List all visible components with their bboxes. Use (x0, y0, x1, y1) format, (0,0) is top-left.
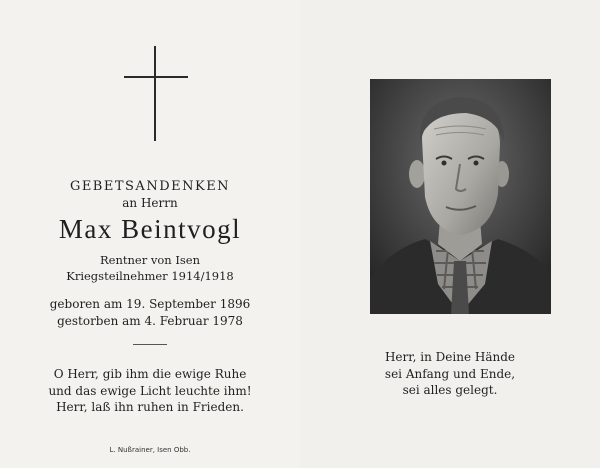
verse-line: sei alles gelegt. (402, 383, 498, 397)
cross-icon (154, 46, 156, 141)
death-date: gestorben am 4. Februar 1978 (57, 314, 243, 328)
verse-line: sei Anfang und Ende, (384, 366, 516, 381)
birth-date: geboren am 19. September 1896 (49, 297, 251, 311)
title-line-1: Rentner von Isen (100, 253, 200, 267)
prayer (0, 366, 300, 416)
portrait-photo (370, 79, 551, 314)
subheading: an Herrn (122, 196, 178, 210)
printer-credit: L. Nußrainer, Isen Obb. (109, 446, 191, 454)
divider (133, 344, 167, 345)
title-line-2: Kriegsteilnehmer 1914/1918 (66, 269, 234, 283)
heading: GEBETSANDENKEN (69, 179, 231, 194)
prayer-line: O Herr, gib ihm die ewige Ruhe (53, 367, 247, 381)
portrait-illustration (370, 79, 551, 314)
verse (300, 349, 600, 399)
prayer-line: und das ewige Licht leuchte ihm! (48, 383, 252, 398)
verse-line: Herr, in Deine Hände (384, 350, 516, 364)
prayer-line: Herr, laß ihn ruhen in Frieden. (56, 400, 244, 414)
right-panel (300, 0, 600, 468)
deceased-name: Max Beintvogl (58, 214, 242, 244)
cross-icon-bar (124, 76, 188, 78)
